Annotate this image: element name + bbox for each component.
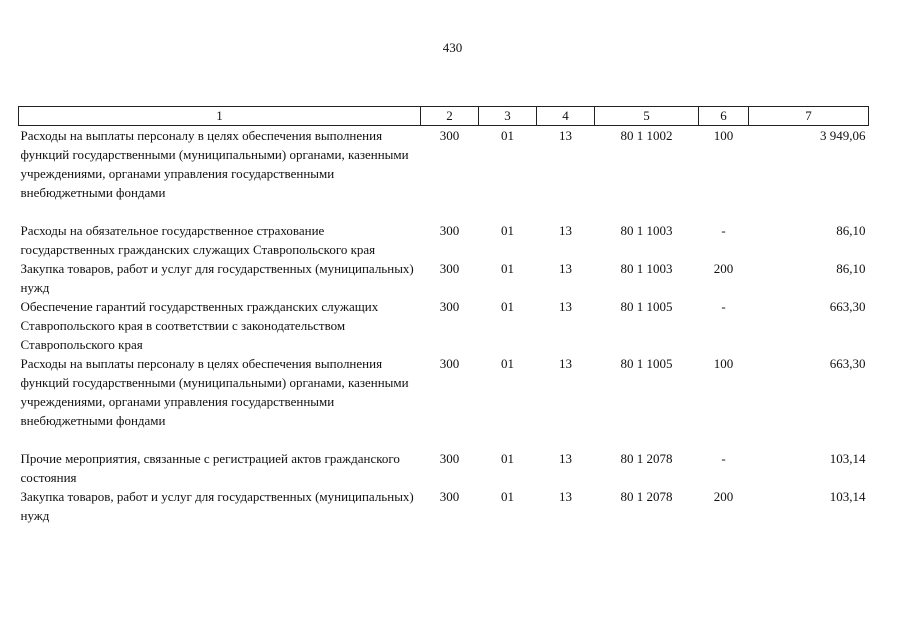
code-col2: 300	[439, 261, 460, 276]
expense-name: Обеспечение гарантий государственных гражданских служащих Ставропольского края в соответствии с законодательством Ставропольского края	[20, 299, 379, 352]
code-col3: 01	[501, 128, 514, 143]
row-spacer	[19, 430, 869, 449]
code-col6: -	[721, 299, 726, 314]
code-col3: 01	[501, 299, 514, 314]
code-col6: 100	[713, 128, 734, 143]
expense-name: Расходы на выплаты персоналу в целях обеспечения выполнения функций государственными (муниципальными) органами, казенными учреждениями, органами управления государственными внебюджетными фондами	[20, 356, 409, 428]
table-row	[19, 449, 869, 487]
column-header-4: 4	[537, 107, 595, 126]
code-col3: 01	[501, 451, 514, 466]
code-col4: 13	[559, 299, 572, 314]
code-col3: 01	[501, 223, 514, 238]
code-col5: 80 1 1005	[620, 356, 673, 371]
amount: 86,10	[836, 261, 866, 276]
code-col3: 01	[501, 261, 514, 276]
column-header-2: 2	[421, 107, 479, 126]
code-col5: 80 1 1003	[620, 223, 673, 238]
expense-name: Закупка товаров, работ и услуг для государственных (муниципальных) нужд	[20, 489, 414, 523]
expense-name: Расходы на выплаты персоналу в целях обеспечения выполнения функций государственными (муниципальными) органами, казенными учреждениями, органами управления государственными внебюджетными фондами	[20, 128, 409, 200]
code-col4: 13	[559, 356, 572, 371]
expense-name: Прочие мероприятия, связанные с регистрацией актов гражданского состояния	[20, 451, 400, 485]
table-row	[19, 354, 869, 430]
code-col3: 01	[501, 489, 514, 504]
code-col6: 200	[713, 261, 734, 276]
code-col6: 200	[713, 489, 734, 504]
table-header-row	[19, 107, 869, 126]
amount: 103,14	[829, 451, 866, 466]
table-row	[19, 221, 869, 259]
code-col5: 80 1 1005	[620, 299, 673, 314]
code-col6: -	[721, 451, 726, 466]
table-row	[19, 259, 869, 297]
code-col3: 01	[501, 356, 514, 371]
budget-table	[18, 106, 869, 525]
amount: 663,30	[829, 299, 866, 314]
column-header-7: 7	[749, 107, 869, 126]
code-col2: 300	[439, 128, 460, 143]
code-col2: 300	[439, 356, 460, 371]
amount: 103,14	[829, 489, 866, 504]
code-col5: 80 1 2078	[620, 451, 673, 466]
page-number: 430	[442, 40, 463, 55]
code-col5: 80 1 1003	[620, 261, 673, 276]
column-header-1: 1	[19, 107, 421, 126]
expense-name: Расходы на обязательное государственное страхование государственных гражданских служащих Ставропольского края	[20, 223, 376, 257]
row-spacer	[19, 202, 869, 221]
table-row	[19, 487, 869, 525]
table-row	[19, 126, 869, 203]
code-col4: 13	[559, 261, 572, 276]
code-col4: 13	[559, 489, 572, 504]
amount: 663,30	[829, 356, 866, 371]
code-col2: 300	[439, 223, 460, 238]
code-col6: 100	[713, 356, 734, 371]
code-col4: 13	[559, 223, 572, 238]
code-col5: 80 1 1002	[620, 128, 673, 143]
column-header-6: 6	[699, 107, 749, 126]
code-col5: 80 1 2078	[620, 489, 673, 504]
code-col4: 13	[559, 451, 572, 466]
code-col4: 13	[559, 128, 572, 143]
code-col2: 300	[439, 299, 460, 314]
code-col6: -	[721, 223, 726, 238]
amount: 3 949,06	[820, 128, 866, 143]
code-col2: 300	[439, 489, 460, 504]
expense-name: Закупка товаров, работ и услуг для государственных (муниципальных) нужд	[20, 261, 414, 295]
column-header-5: 5	[595, 107, 699, 126]
table-row	[19, 297, 869, 354]
code-col2: 300	[439, 451, 460, 466]
amount: 86,10	[836, 223, 866, 238]
column-header-3: 3	[479, 107, 537, 126]
